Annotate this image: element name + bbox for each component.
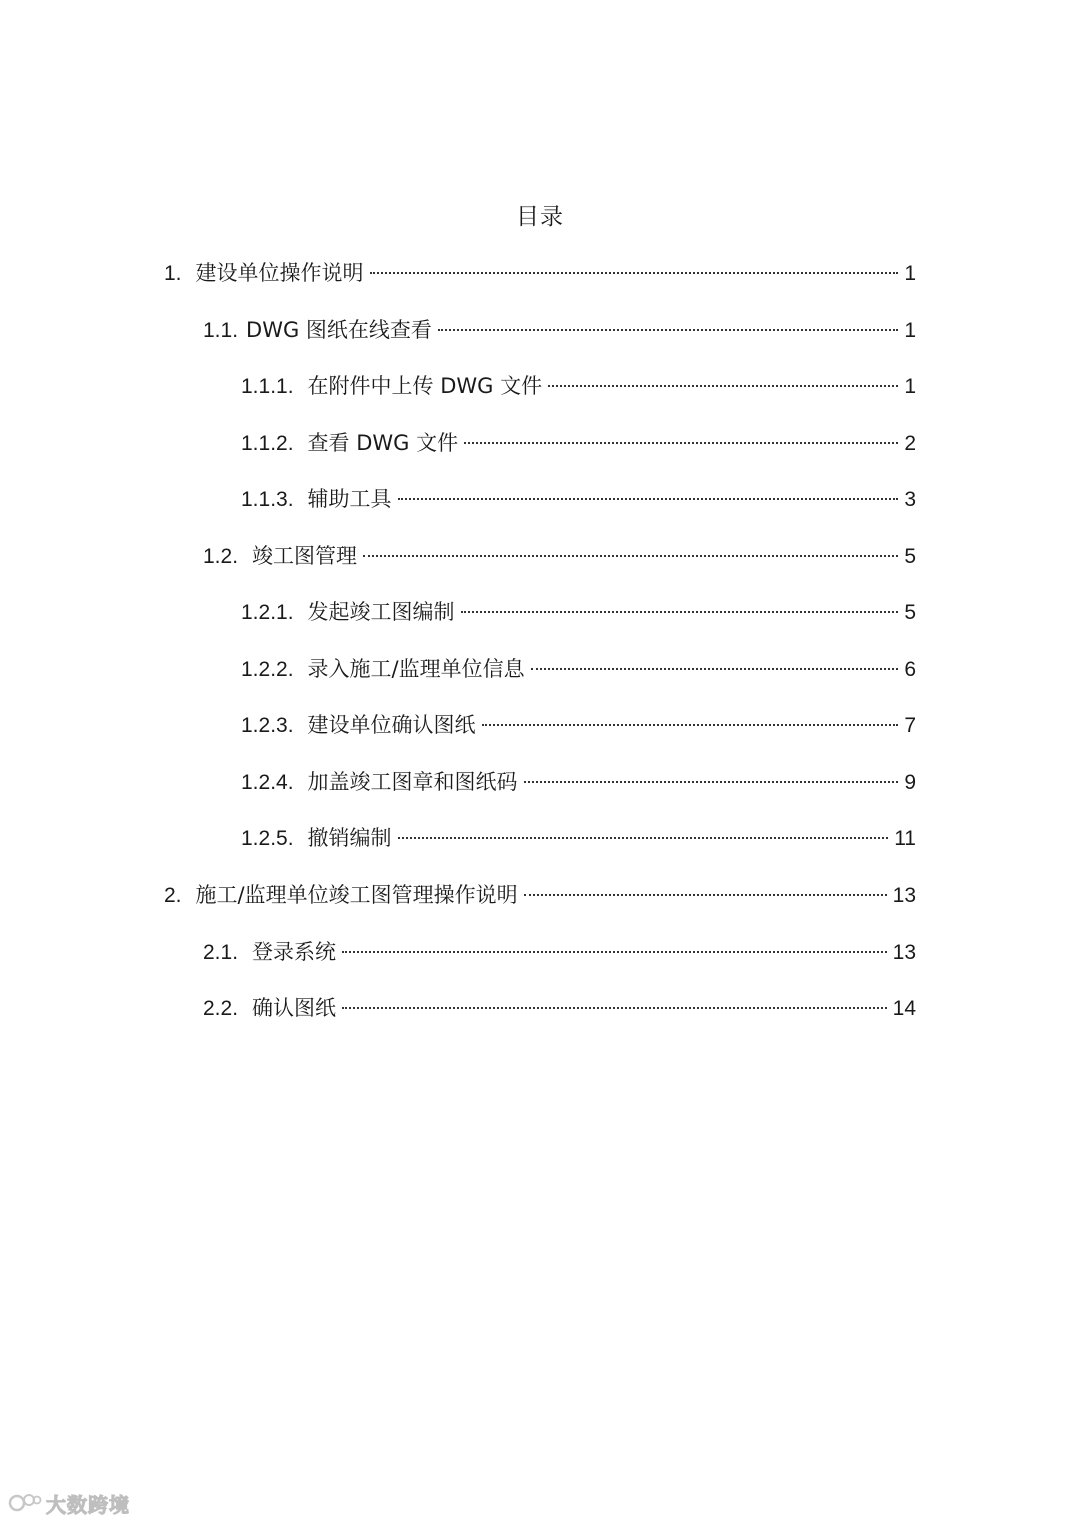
toc-entry-number: 2. [164,884,182,907]
toc-dot-leader [531,667,899,670]
toc-entry-title: DWG 图纸在线查看 [246,318,432,342]
toc-entry-number: 1.2.5. [241,827,294,850]
toc-entry-title: 确认图纸 [252,996,337,1020]
toc-entry[interactable] [203,935,916,969]
toc-entry-number: 1.2.1. [241,601,294,624]
toc-entry-number: 1.2.4. [241,771,294,794]
toc-entry-page: 1 [904,319,916,342]
toc-dot-leader [438,328,898,331]
toc-dot-leader [482,723,899,726]
toc-entry[interactable] [241,595,916,629]
toc-entry-page: 7 [904,714,916,737]
toc-entry-page: 3 [904,488,916,511]
toc-dot-leader [363,554,898,557]
toc-entry-number: 1.1. [203,319,239,342]
toc-entry-number: 2.1. [203,941,239,964]
toc-title: 目录 [516,204,564,230]
toc-entry[interactable] [241,708,916,742]
toc-entry-page: 1 [904,262,916,285]
toc-entry-title: 施工/监理单位竣工图管理操作说明 [195,883,518,907]
toc-entry-title: 在附件中上传 DWG 文件 [307,374,543,398]
toc-entry-title: 建设单位操作说明 [195,261,364,285]
brand-logo-icon [8,1491,42,1515]
toc-dot-leader [398,497,899,500]
toc-entry-number: 1.1.3. [241,488,294,511]
toc-dot-leader [342,1006,887,1009]
watermark-text: 大数跨境 [46,1492,130,1517]
toc-entry[interactable] [241,426,916,460]
toc-entry-number: 1. [164,262,182,285]
toc-entry-title: 辅助工具 [307,487,392,511]
toc-entry[interactable] [203,539,916,573]
toc-entry[interactable] [241,765,916,799]
toc-dot-leader [524,780,899,783]
toc-entry[interactable] [241,482,916,516]
toc-dot-leader [548,384,898,387]
toc-entry-title: 查看 DWG 文件 [307,431,459,455]
toc-entry-page: 13 [892,884,916,907]
toc-entry-number: 1.2.3. [241,714,294,737]
toc-entry-title: 录入施工/监理单位信息 [307,657,525,681]
toc-entry-page: 2 [904,432,916,455]
toc-entry[interactable] [241,821,916,855]
toc-entry[interactable] [241,369,916,403]
toc-entry-title: 发起竣工图编制 [307,600,455,624]
toc-entry-number: 1.2.2. [241,658,294,681]
toc-dot-leader [464,441,898,444]
toc-dot-leader [398,836,889,839]
toc-dot-leader [370,271,899,274]
toc-dot-leader [461,610,899,613]
toc-entry-number: 1.2. [203,545,239,568]
toc-entry[interactable] [164,256,916,290]
toc-dot-leader [342,950,887,953]
toc-entry[interactable] [241,652,916,686]
toc-entry-title: 加盖竣工图章和图纸码 [307,770,518,794]
toc-entry-page: 9 [904,771,916,794]
toc-entry-page: 13 [892,941,916,964]
toc-entry-page: 5 [904,545,916,568]
toc-entry-number: 1.1.1. [241,375,294,398]
toc-entry-title: 登录系统 [252,940,337,964]
toc-entry-title: 撤销编制 [307,826,392,850]
watermark [8,1488,130,1518]
toc-entry[interactable] [203,313,916,347]
toc-dot-leader [524,893,887,896]
toc-entry-page: 11 [894,827,916,850]
toc-entry-number: 1.1.2. [241,432,294,455]
toc-entry-page: 6 [904,658,916,681]
toc-entry-page: 14 [892,997,916,1020]
toc-entry-number: 2.2. [203,997,239,1020]
toc-entry[interactable] [203,991,916,1025]
toc-entry-page: 5 [904,601,916,624]
toc-entry-page: 1 [904,375,916,398]
toc-entry-title: 竣工图管理 [252,544,358,568]
toc-entry-title: 建设单位确认图纸 [307,713,476,737]
toc-entry[interactable] [164,878,916,912]
